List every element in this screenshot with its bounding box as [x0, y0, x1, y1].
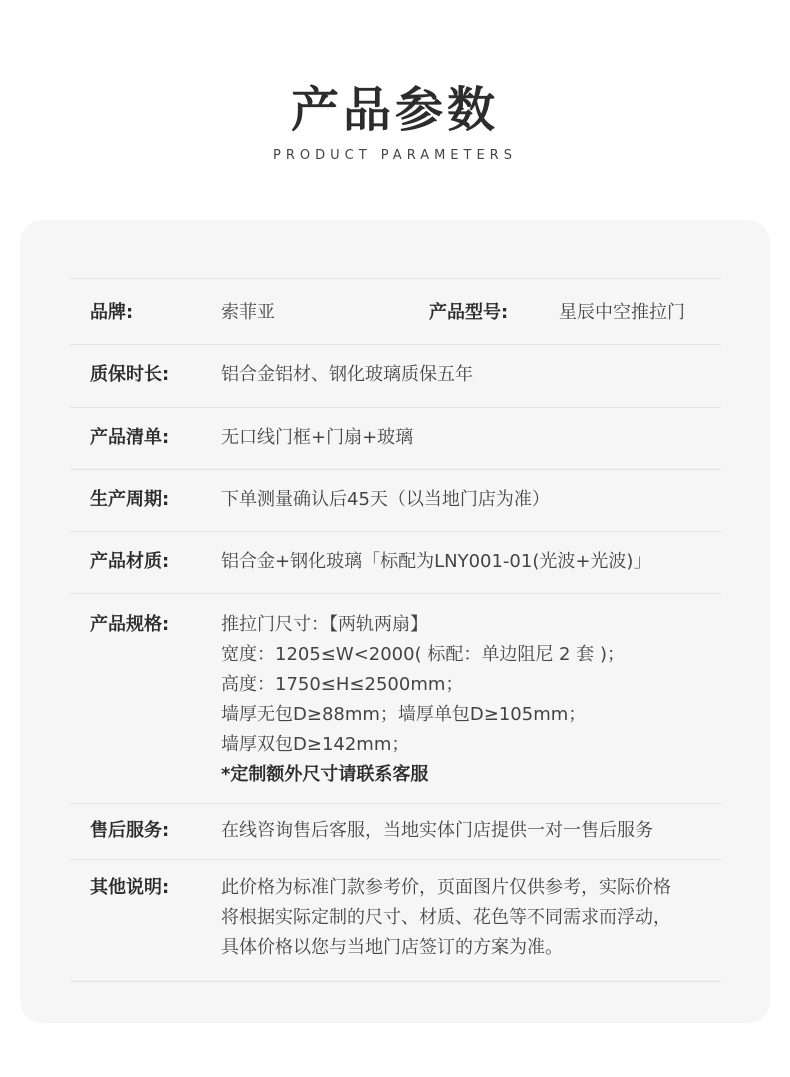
- spec-line: 推拉门尺寸：【两轨两扇】: [221, 614, 428, 635]
- other-line: 将根据实际定制的尺寸、材质、花色等不同需求而浮动，: [221, 907, 671, 928]
- model-label: 产品型号:: [429, 302, 509, 323]
- other-label: 其他说明:: [90, 877, 170, 898]
- spec-lines: [221, 610, 625, 790]
- package-value: 无口线门框+门扇+玻璃: [221, 427, 414, 448]
- other-lines: [221, 873, 671, 963]
- row-warranty: [70, 345, 721, 408]
- warranty-value: 铝合金铝材、钢化玻璃质保五年: [221, 364, 473, 385]
- material-label: 产品材质:: [90, 551, 170, 572]
- row-other-notes: [70, 860, 721, 982]
- cycle-value: 下单测量确认后45天（以当地门店为准）: [221, 489, 550, 510]
- model-value: 星辰中空推拉门: [559, 302, 685, 323]
- service-value: 在线咨询售后客服，当地实体门店提供一对一售后服务: [221, 820, 653, 841]
- brand-value: 索菲亚: [221, 302, 275, 323]
- spec-label: 产品规格:: [90, 614, 170, 635]
- row-package: [70, 408, 721, 470]
- page-title: 产品参数: [290, 82, 499, 138]
- spec-line: 墙厚无包D≥88mm；墙厚单包D≥105mm；: [221, 704, 587, 725]
- spec-line: 高度：1750≤H≤2500mm；: [221, 674, 464, 695]
- other-line: 此价格为标准门款参考价，页面图片仅供参考，实际价格: [221, 877, 671, 898]
- parameters-table: [70, 278, 721, 982]
- row-production-cycle: [70, 470, 721, 532]
- row-brand-model: [70, 279, 721, 345]
- row-specification: [70, 594, 721, 804]
- parameters-card: [20, 220, 770, 1023]
- row-material: [70, 532, 721, 594]
- cycle-label: 生产周期:: [90, 489, 170, 510]
- spec-line: 墙厚双包D≥142mm；: [221, 734, 410, 755]
- row-after-sales: [70, 804, 721, 860]
- page-subtitle: PRODUCT PARAMETERS: [273, 148, 517, 163]
- package-label: 产品清单:: [90, 427, 170, 448]
- warranty-label: 质保时长:: [90, 364, 170, 385]
- service-label: 售后服务:: [90, 820, 170, 841]
- brand-label: 品牌:: [90, 302, 134, 323]
- other-line: 具体价格以您与当地门店签订的方案为准。: [221, 937, 563, 958]
- spec-line: 宽度：1205≤W<2000( 标配：单边阻尼 2 套 )；: [221, 644, 625, 665]
- material-value: 铝合金+钢化玻璃「标配为LNY001-01(光波+光波)」: [221, 551, 652, 572]
- spec-custom-note: *定制额外尺寸请联系客服: [221, 764, 429, 785]
